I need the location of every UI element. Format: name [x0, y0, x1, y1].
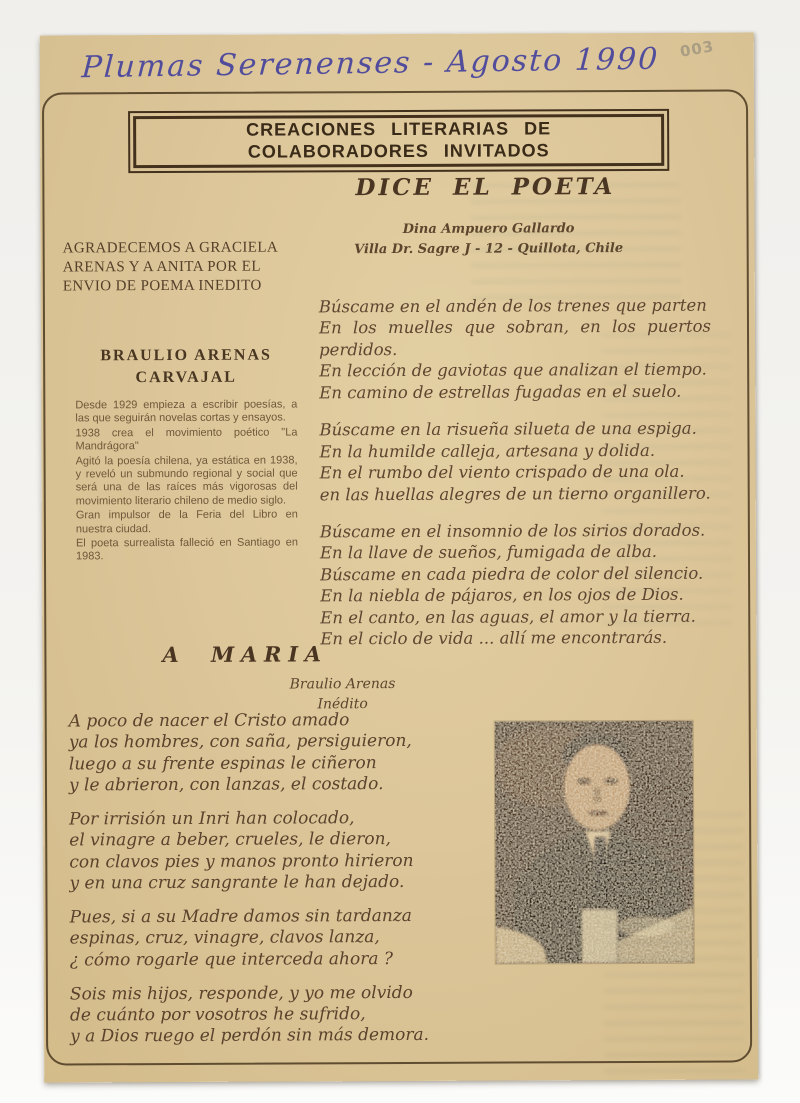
text-line: ya los hombres, con saña, persiguieron, [68, 731, 412, 753]
bio-text [75, 398, 298, 565]
text-line: En lección de gaviotas que analizan el tiempo. [319, 359, 707, 381]
text-line: Desde 1929 empieza a escribir poesías, a las que seguirán novelas cortas y ensayos. [75, 398, 298, 425]
poem1-stanza-1 [319, 295, 711, 404]
handwritten-source-annotation: Plumas Serenenses - Agosto 1990 [80, 41, 661, 86]
poem1-author: Dina Ampuero Gallardo [402, 221, 575, 237]
acknowledgement-note [63, 238, 315, 297]
poem1-stanza-2 [319, 418, 711, 505]
text-line: Búscame en el insomnio de los sirios dorados. [319, 520, 706, 542]
text-line: En camino de estrellas fugadas en el suelo. [319, 381, 682, 403]
section-header-line1: CREACIONES LITERARIAS DE [246, 118, 552, 140]
text-line: Pues, si a su Madre damos sin tardanza [69, 905, 412, 928]
text-line: Gran impulsor de la Feria del Libro en nuestra ciudad. [75, 508, 298, 536]
poem2-stanza-3 [70, 906, 482, 972]
section-header-box [128, 109, 669, 173]
poem1-body [319, 295, 713, 666]
text-line: Búscame en el andén de los trenes que parten [318, 295, 707, 317]
text-line: AGRADECEMOS A GRACIELA [62, 239, 279, 257]
text-line: con clavos pies y manos pronto hirieron [69, 850, 414, 872]
poem1-byline [329, 219, 649, 261]
text-line: En el rumbo del viento crispado de una ola. [319, 461, 685, 483]
poem1-stanza-3 [320, 520, 713, 650]
text-line: En el canto, en las aguas, el amor y la tierra. [320, 606, 696, 628]
text-line: y a Dios ruego el perdón sin más demora. [70, 1025, 430, 1047]
poem2-stanza-1 [69, 710, 481, 797]
text-line: el vinagre a beber, crueles, le dieron, [69, 829, 391, 851]
text-line: ¿ cómo rogarle que interceda ahora ? [69, 948, 394, 970]
text-line: 1938 crea el movimiento poético "La Mandrágora" [75, 426, 298, 453]
poem1-title: DICE EL POETA [355, 173, 616, 202]
text-line: En los muelles que sobran, en los puertos perdidos. [318, 317, 712, 360]
text-line: y le abrieron, con lanzas, el costado. [68, 773, 384, 796]
text-line: Sois mis hijos, responde, y yo me olvido [69, 982, 413, 1005]
text-line: ARENAS Y A ANITA POR EL [62, 258, 261, 276]
poem2-stanza-2 [69, 808, 481, 895]
text-line: A poco de nacer el Cristo amado [68, 710, 350, 732]
text-line: ENVIO DE POEMA INEDITO [62, 277, 262, 295]
text-line: y en una cruz sangrante le han dejado. [69, 871, 405, 894]
poem2-author: Braulio Arenas [289, 676, 396, 693]
poem2-title: A MARIA [162, 641, 328, 668]
text-line: El poeta surrealista falleció en Santiago en 1983. [75, 536, 298, 563]
halftone-portrait-photo [495, 721, 694, 964]
text-line: Agitó la poesía chilena, ya estática en 1938, y reveló un submundo regional y social que será una de las raíces más vigorosas del movimiento literario chileno de medio siglo. [75, 454, 298, 508]
text-line: En la llave de sueños, fumigada de alba. [319, 542, 658, 563]
poem2-status: Inédito [317, 696, 368, 713]
text-line: luego a su frente espinas le ciñeron [68, 752, 377, 774]
text-line: En la humilde calleja, artesana y dolida. [319, 440, 656, 461]
bio-heading-line2: CARVAJAL [135, 368, 237, 386]
poem1-author-address: Villa Dr. Sagre J - 12 - Quillota, Chile [354, 241, 624, 258]
section-header-box-inner [133, 114, 664, 168]
section-header-line2: COLABORADORES INVITADOS [247, 140, 550, 162]
bio-heading [61, 344, 311, 388]
text-line: en las huellas alegres de un tierno organillero. [319, 483, 711, 504]
text-line: de cuánto por vosotros he sufrido, [69, 1004, 366, 1026]
archive-number-stamp: 003 [678, 37, 716, 61]
text-line: Búscame en la risueña silueta de una espiga. [319, 418, 697, 440]
scanned-newspaper-clipping [40, 32, 759, 1082]
text-line: espinas, cruz, vinagre, clavos lanza, [69, 927, 380, 949]
text-line: En el ciclo de vida ... allí me encontrarás. [320, 627, 668, 649]
text-line: En la niebla de pájaros, en los ojos de Dios. [320, 585, 684, 606]
text-line: Búscame en cada piedra de color del silencio. [320, 563, 704, 585]
portrait-photo-art [495, 721, 694, 964]
text-line: Por irrisión un Inri han colocado, [69, 808, 355, 830]
poem2-body [69, 710, 483, 1061]
bio-heading-line1: BRAULIO ARENAS [100, 346, 272, 365]
poem2-stanza-4 [70, 982, 482, 1048]
